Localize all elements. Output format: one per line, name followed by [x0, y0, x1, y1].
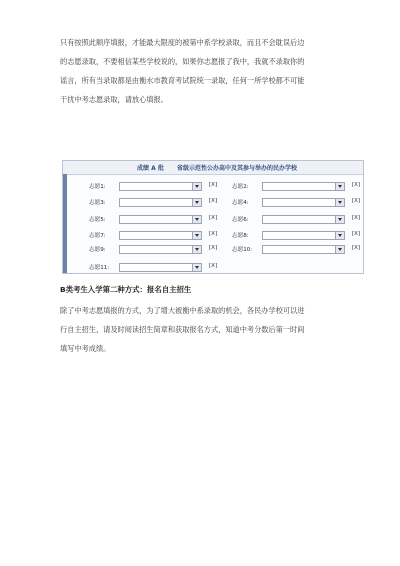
remove-icon[interactable]: [X] [352, 198, 361, 204]
volunteer-form [62, 160, 364, 274]
intro-paragraph [60, 33, 350, 109]
choice-label: 志愿2: [232, 184, 249, 190]
method-line: 除了中考志愿填报的方式，为了增大被衡中系录取的机会，各民办学校可以进 [60, 306, 305, 315]
choice-select[interactable] [262, 231, 345, 240]
chevron-down-icon[interactable] [335, 232, 344, 239]
choice-select[interactable] [119, 215, 202, 224]
method-line: 填写中考成绩。 [60, 344, 111, 353]
section-heading: B类考生入学第二种方式：报名自主招生 [60, 285, 192, 294]
choice-label: 志愿4: [232, 200, 249, 206]
remove-icon[interactable]: [X] [352, 182, 361, 188]
remove-icon[interactable]: [X] [209, 215, 218, 221]
form-row [89, 263, 219, 273]
choice-label: 志愿11: [89, 265, 110, 271]
choice-label: 志愿8: [232, 233, 249, 239]
chevron-down-icon[interactable] [335, 246, 344, 253]
form-row [89, 198, 219, 208]
choice-label: 志愿7: [89, 233, 106, 239]
form-row [232, 231, 362, 241]
chevron-down-icon[interactable] [335, 199, 344, 206]
remove-icon[interactable]: [X] [209, 182, 218, 188]
intro-line: 的志愿录取，不要相信某些学校说的，如果你志愿报了我中，我就不录取你的 [60, 57, 305, 66]
chevron-down-icon[interactable] [192, 264, 201, 271]
choice-label: 志愿9: [89, 247, 106, 253]
choice-label: 志愿3: [89, 200, 106, 206]
chevron-down-icon[interactable] [335, 216, 344, 223]
choice-label: 志愿10: [232, 247, 253, 253]
form-row [232, 245, 362, 255]
form-title-bar [63, 161, 363, 175]
choice-label: 志愿1: [89, 184, 106, 190]
form-row [232, 215, 362, 225]
remove-icon[interactable]: [X] [352, 215, 361, 221]
method-paragraph [60, 301, 350, 358]
intro-line: 谣言，所有当录取都是由衡水市教育考试院统一录取，任何一所学校都不可能 [60, 76, 305, 85]
chevron-down-icon[interactable] [192, 246, 201, 253]
chevron-down-icon[interactable] [192, 216, 201, 223]
form-row [89, 182, 219, 192]
remove-icon[interactable]: [X] [209, 263, 218, 269]
choice-select[interactable] [262, 215, 345, 224]
remove-icon[interactable]: [X] [209, 245, 218, 251]
intro-line: 干扰中考志愿录取，请放心填报。 [60, 95, 168, 104]
choice-select[interactable] [119, 198, 202, 207]
choice-select[interactable] [119, 245, 202, 254]
chevron-down-icon[interactable] [192, 183, 201, 190]
remove-icon[interactable]: [X] [209, 198, 218, 204]
form-row [89, 245, 219, 255]
chevron-down-icon[interactable] [335, 183, 344, 190]
choice-label: 志愿6: [232, 217, 249, 223]
form-left-strip [63, 174, 67, 273]
form-row [232, 198, 362, 208]
remove-icon[interactable]: [X] [352, 231, 361, 237]
method-line: 行自主招生，请及时阅读招生简章和获取报名方式，知道中考分数后第一时间 [60, 325, 305, 334]
remove-icon[interactable]: [X] [209, 231, 218, 237]
choice-select[interactable] [119, 182, 202, 191]
choice-select[interactable] [262, 245, 345, 254]
form-row [89, 231, 219, 241]
form-row [89, 215, 219, 225]
form-batch-label: 成绩 A 批 [137, 165, 164, 172]
remove-icon[interactable]: [X] [352, 245, 361, 251]
chevron-down-icon[interactable] [192, 199, 201, 206]
form-row [232, 182, 362, 192]
form-title: 省级示范性公办高中及其参与举办的民办学校 [177, 165, 298, 172]
choice-select[interactable] [262, 182, 345, 191]
intro-line: 只有按照此顺序填报，才能最大限度的被第中系学校录取，而且不会耽误后边 [60, 38, 305, 47]
choice-label: 志愿5: [89, 217, 106, 223]
chevron-down-icon[interactable] [192, 232, 201, 239]
choice-select[interactable] [119, 263, 202, 272]
choice-select[interactable] [262, 198, 345, 207]
choice-select[interactable] [119, 231, 202, 240]
